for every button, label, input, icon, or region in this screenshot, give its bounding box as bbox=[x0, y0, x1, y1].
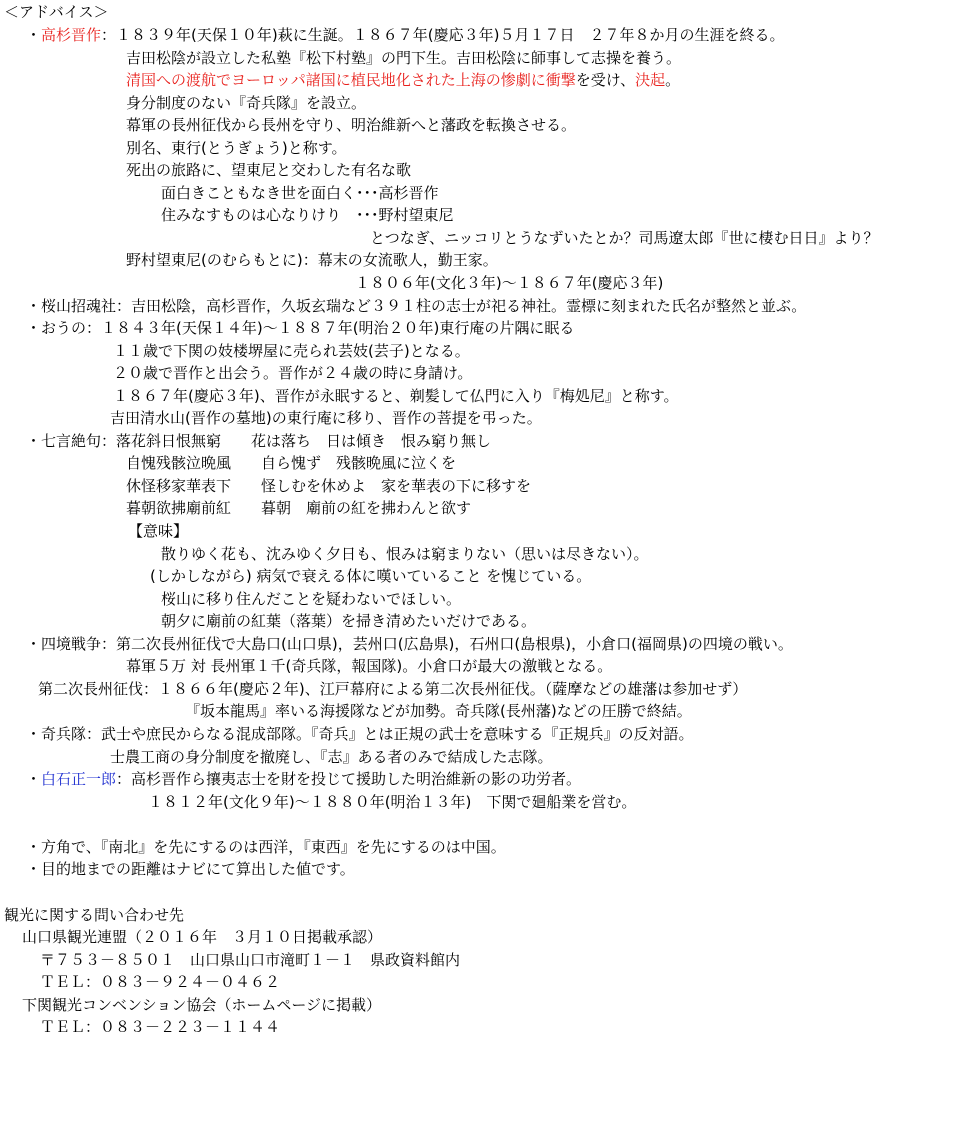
contact-org-1: 山口県観光連盟（２０１６年 ３月１０日掲載承認） bbox=[22, 928, 383, 946]
meaning-line-3: 桜山に移り住んだことを疑わないでほしい。 bbox=[161, 590, 462, 608]
nomura-line: 野村望東尼(のむらもとに)：幕末の女流歌人，勤王家。 bbox=[126, 251, 498, 269]
shiba-quote: とつなぎ、ニッコリとうなずいたとか？司馬遼太郎『世に棲む日日』より？ bbox=[370, 229, 879, 247]
bullet: ・ bbox=[26, 26, 42, 44]
takasugi-line-6: 別名、東行(とうぎょう)と称す。 bbox=[126, 139, 347, 157]
poem-jp-line-2: 自愧残骸泣晩風 自ら愧ず 残骸晩風に泣くを bbox=[126, 454, 457, 472]
poem-line-1: 面白きこともなき世を面白く･･･高杉晋作 bbox=[161, 184, 439, 202]
takasugi-line-3: 清国への渡航でヨーロッパ諸国に植民地化された上海の惨劇に衝撃を受け、決起。 bbox=[126, 71, 681, 89]
kiheitai-line-1: ・奇兵隊：武士や庶民からなる混成部隊。『奇兵』とは正規の武士を意味する『正規兵』の反対語。 bbox=[26, 725, 694, 743]
poem-line-2: 住みなすものは心なりけり ･･･野村望東尼 bbox=[161, 206, 454, 224]
shiraishi-desc: ：高杉晋作ら攘夷志士を財を投じて援助した明治維新の影の功労者。 bbox=[116, 770, 582, 788]
contact-org-2: 下関観光コンベンション協会（ホームページに掲載） bbox=[22, 996, 382, 1014]
takasugi-line-2: 吉田松陰が設立した私塾『松下村塾』の門下生。吉田松陰に師事して志操を養う。 bbox=[126, 49, 682, 67]
shiraishi-line bbox=[26, 768, 581, 790]
takasugi-intro: ：１８３９年(天保１０年)萩に生誕。１８６７年(慶応３年)５月１７日 ２７年８か月の生涯を終る。 bbox=[101, 26, 785, 44]
meaning-line-1: 散りゆく花も、沈みゆく夕日も、恨みは窮まりない（思いは尽きない）。 bbox=[161, 545, 649, 563]
note-distance: ・目的地までの距離はナビにて算出した値です。 bbox=[26, 860, 355, 878]
bullet: ・ bbox=[26, 770, 42, 788]
uprising-highlight: 決起 bbox=[635, 71, 666, 89]
ouno-line-4: １８６７年(慶応３年)、晋作が永眠すると、剃髪して仏門に入り『梅処尼』と称す。 bbox=[113, 387, 679, 405]
takasugi-name: 高杉晋作 bbox=[41, 26, 102, 44]
meaning-line-2: (しかしながら) 病気で衰える体に嘆いていること を愧じている。 bbox=[150, 567, 592, 585]
takasugi-line-7: 死出の旅路に、望東尼と交わした有名な歌 bbox=[126, 161, 412, 179]
ouno-line-2: １１歳で下関の妓楼堺屋に売られ芸妓(芸子)となる。 bbox=[113, 342, 470, 360]
war-line-1: ・四境戦争：第二次長州征伐で大島口(山口県)，芸州口(広島県)，石州口(島根県)，小倉口(福岡県)の四境の戦い。 bbox=[26, 635, 793, 653]
takasugi-intro-line bbox=[26, 24, 784, 46]
kiheitai-line-2: 士農工商の身分制度を撤廃し、『志』ある者のみで結成した志隊。 bbox=[110, 748, 553, 766]
ouno-line-1: ・おうの：１８４３年(天保１４年)～１８８７年(明治２０年)東行庵の片隅に眠る bbox=[26, 319, 575, 337]
contact-tel-2: ＴＥＬ：０８３－２２３－１１４４ bbox=[40, 1018, 281, 1036]
shiraishi-years: １８１２年(文化９年)～１８８０年(明治１３年) 下関で廻船業を営む。 bbox=[148, 793, 637, 811]
war-line-3: 第二次長州征伐：１８６６年(慶応２年)、江戸幕府による第二次長州征伐。（薩摩などの雄藩は参加せず） bbox=[38, 680, 748, 698]
nomura-years: １８０６年(文化３年)～１８６７年(慶応３年) bbox=[355, 274, 664, 292]
poem-jp-line-4: 暮朝欲拂廟前紅 暮朝 廟前の紅を拂わんと欲す bbox=[126, 499, 472, 517]
ouno-line-5: 吉田清水山(晋作の墓地)の東行庵に移り、晋作の菩提を弔った。 bbox=[110, 409, 542, 427]
contact-title: 観光に関する問い合わせ先 bbox=[4, 906, 185, 924]
contact-address-1: 〒７５３－８５０１ 山口県山口市滝町１－１ 県政資料館内 bbox=[40, 951, 461, 969]
note-direction: ・方角で、『南北』を先にするのは西洋，『東西』を先にするのは中国。 bbox=[26, 838, 506, 856]
war-line-2: 幕軍５万 対 長州軍１千(奇兵隊，報国隊)。小倉口が最大の激戦となる。 bbox=[126, 657, 613, 675]
takasugi-line-5: 幕軍の長州征伐から長州を守り、明治維新へと藩政を転換させる。 bbox=[126, 116, 577, 134]
poem-jp-line-3: 休怪移家華表下 怪しむを休めよ 家を華表の下に移すを bbox=[126, 477, 532, 495]
sakurayama-line: ・桜山招魂社：吉田松陰，高杉晋作，久坂玄瑞など３９１柱の志士が祀る神社。霊標に刻まれた氏名が整然と並ぶ。 bbox=[26, 297, 807, 315]
shanghai-highlight: 清国への渡航でヨーロッパ諸国に植民地化された上海の惨劇に衝撃 bbox=[126, 71, 576, 89]
contact-tel-1: ＴＥＬ：０８３－９２４－０４６２ bbox=[40, 973, 281, 991]
shiraishi-name: 白石正一郎 bbox=[41, 770, 117, 788]
meaning-label: 【意味】 bbox=[128, 522, 189, 540]
heading: ＜アドバイス＞ bbox=[4, 3, 109, 21]
poem-jp-line-1: ・七言絶句：落花斜日恨無窮 花は落ち 日は傾き 恨み窮り無し bbox=[26, 432, 492, 450]
war-line-4: 『坂本龍馬』率いる海援隊などが加勢。奇兵隊(長州藩)などの圧勝で終結。 bbox=[185, 702, 692, 720]
meaning-line-4: 朝夕に廟前の紅葉（落葉）を掃き清めたいだけである。 bbox=[161, 612, 537, 630]
takasugi-line-4: 身分制度のない『奇兵隊』を設立。 bbox=[126, 94, 367, 112]
ouno-line-3: ２０歳で晋作と出会う。晋作が２４歳の時に身請け。 bbox=[113, 364, 473, 382]
